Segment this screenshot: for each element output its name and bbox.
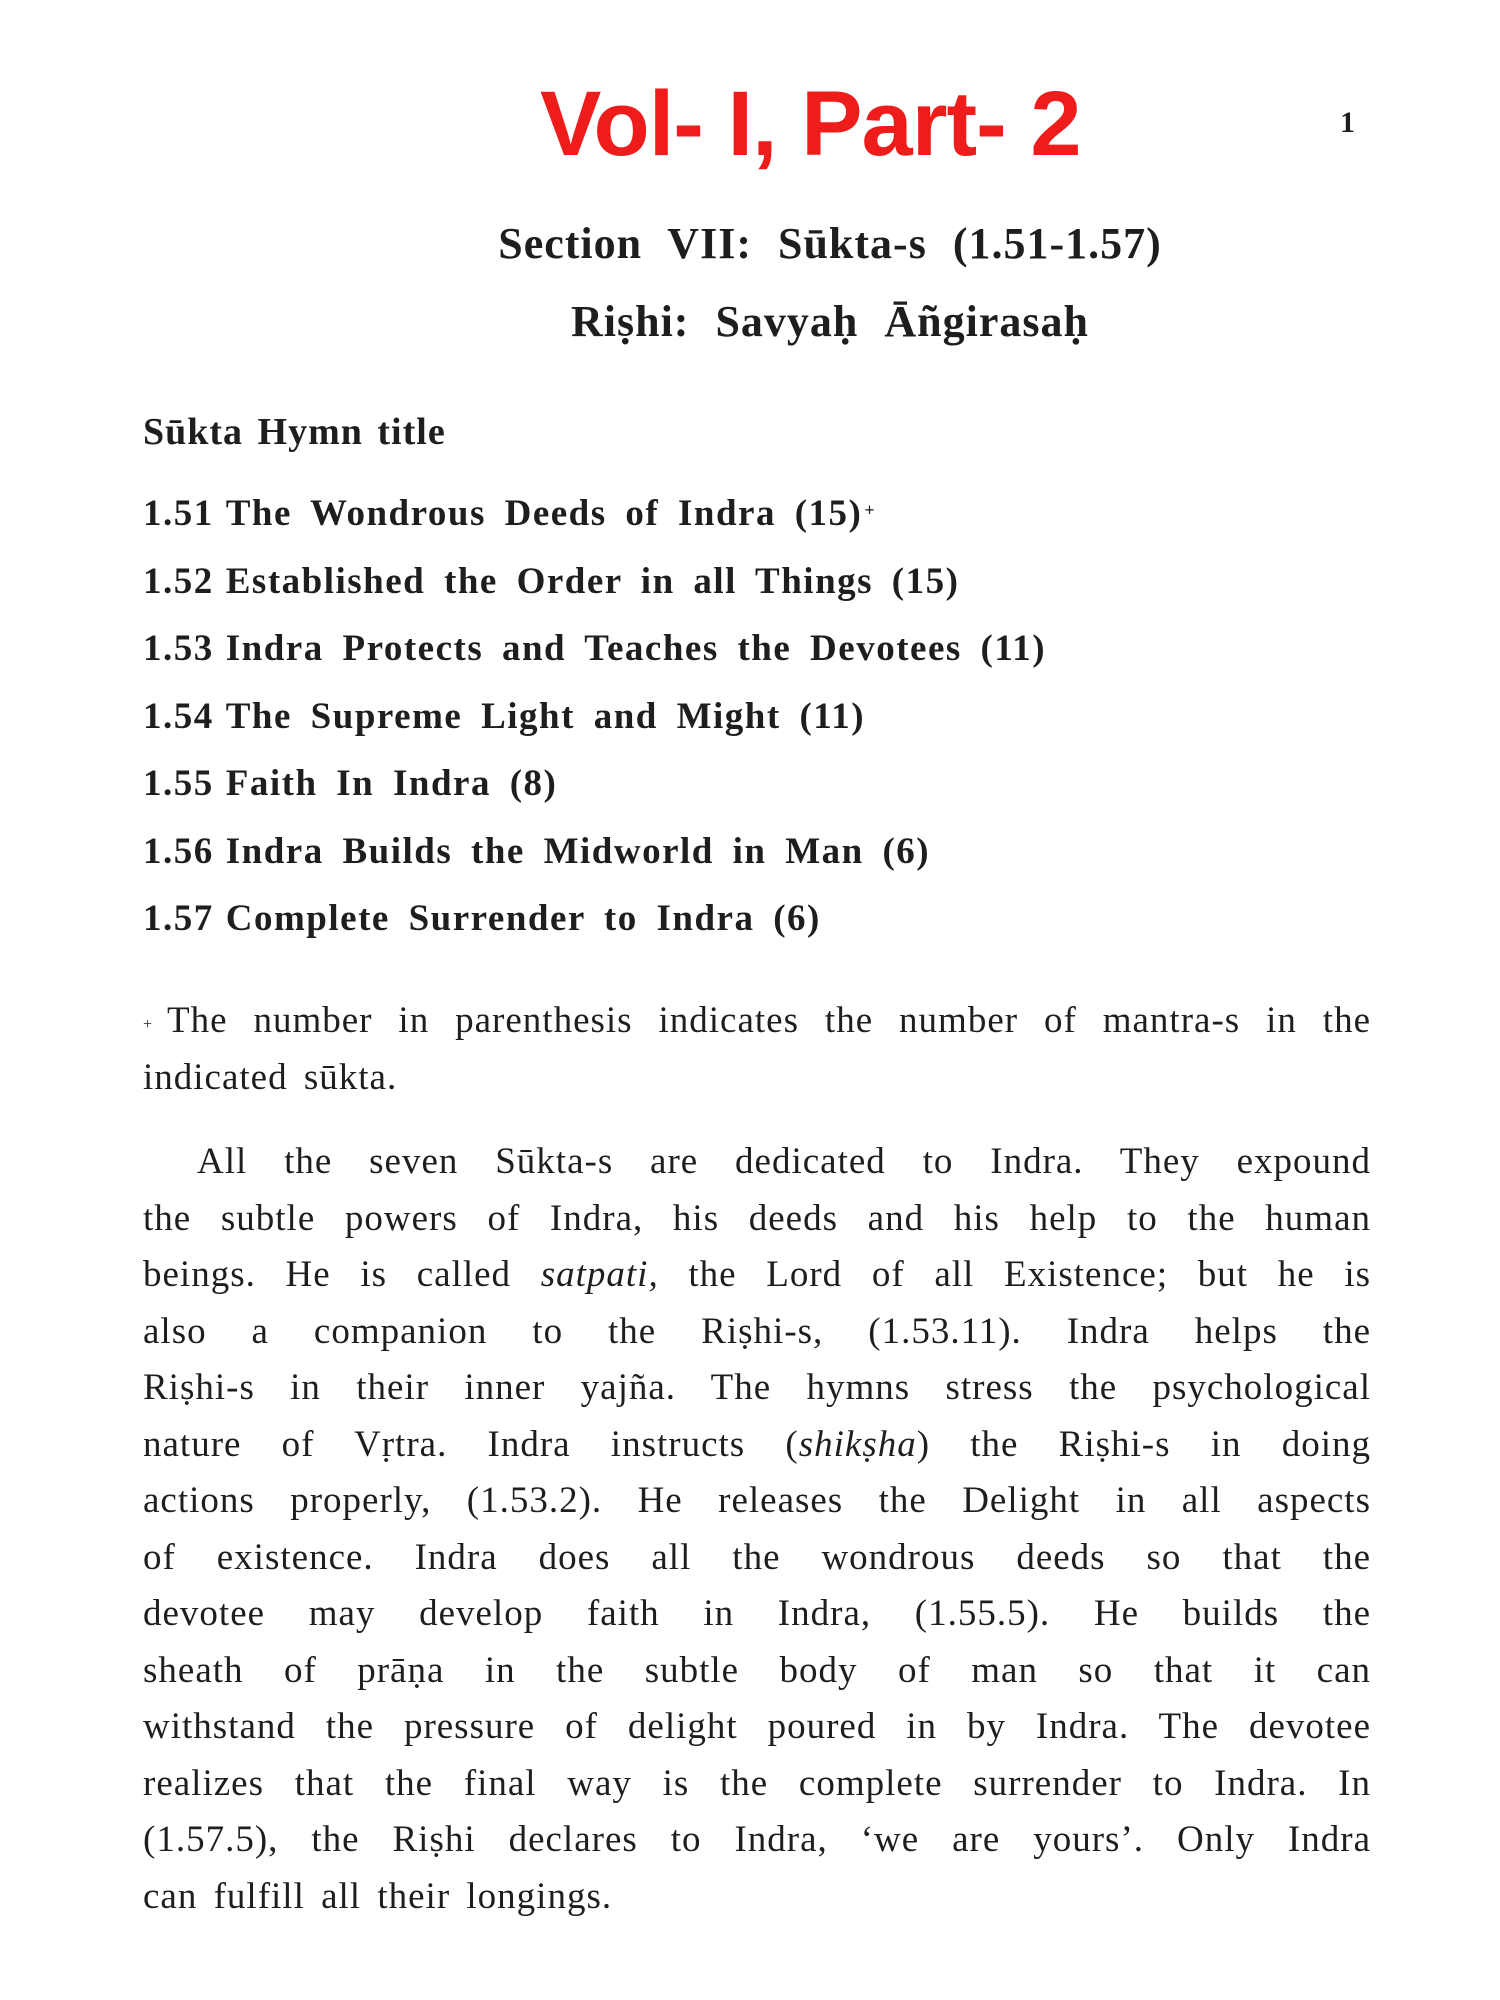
paragraph-text: Riṣhi-s in their inner yajña. The hymns stress the psychological	[143, 1367, 1371, 1408]
paragraph-text: sheath of prāṇa in the subtle body of man so that it can	[143, 1649, 1371, 1691]
sukta-title: Indra Protects and Teaches the Devotees (11)	[225, 628, 1047, 669]
paragraph-line	[143, 1360, 1371, 1417]
sukta-number: 1.54	[143, 695, 214, 737]
paragraph-text: (1.57.5), the Riṣhi declares to Indra, ‘we are yours’. Only Indra	[143, 1819, 1371, 1860]
paragraph-text: withstand the pressure of delight poured in by Indra. The devotee	[143, 1706, 1371, 1747]
sukta-list-item	[143, 558, 1046, 626]
rishi-heading: Riṣhi: Savyaḥ Āñgirasaḥ	[570, 297, 1089, 346]
body-paragraph	[143, 1134, 1371, 1925]
paragraph-line	[143, 1812, 1371, 1869]
paragraph-line	[143, 1134, 1371, 1191]
sukta-list-item	[143, 760, 1046, 828]
paragraph-text: ) the Riṣhi-s in doing	[916, 1423, 1371, 1465]
sukta-number: 1.51	[143, 493, 214, 534]
paragraph-text: devotee may develop faith in Indra, (1.55.5). He builds the	[143, 1593, 1371, 1634]
sukta-list-item	[143, 693, 1046, 761]
paragraph-text: also a companion to the Riṣhi-s, (1.53.11). Indra helps the	[143, 1310, 1371, 1352]
sukta-title: Established the Order in all Things (15)	[225, 560, 960, 602]
sukta-list-item	[143, 828, 1046, 896]
paragraph-text: realizes that the final way is the complete surrender to Indra. In	[143, 1762, 1371, 1804]
section-heading: Section VII: Sūkta-s (1.51-1.57)	[498, 219, 1162, 268]
sukta-number: 1.55	[143, 763, 214, 804]
sukta-number: 1.56	[143, 830, 214, 872]
sukta-title: Indra Builds the Midworld in Man (6)	[225, 830, 931, 872]
paragraph-line	[143, 1304, 1371, 1361]
footnote-mark: +	[143, 1016, 154, 1033]
volume-banner: Vol- I, Part- 2	[540, 73, 1081, 175]
sukta-title: Faith In Indra (8)	[225, 763, 558, 804]
sukta-list-item	[143, 895, 1046, 963]
paragraph-line	[143, 1699, 1371, 1756]
paragraph-line	[143, 1869, 1371, 1926]
sukta-number: 1.52	[143, 560, 214, 602]
paragraph-text: beings. He is called	[143, 1254, 541, 1295]
page-number: 1	[1340, 106, 1355, 139]
sukta-list-item	[143, 625, 1046, 693]
sukta-number: 1.57	[143, 898, 214, 939]
italic-term: shikṣha	[798, 1423, 917, 1465]
footnote-text: The number in parenthesis indicates the number of mantra-s in the indicated sūkta.	[143, 1000, 1371, 1098]
paragraph-line	[143, 1530, 1371, 1587]
paragraph-line	[143, 1191, 1371, 1248]
sukta-list-header: Sūkta Hymn title	[143, 411, 446, 453]
footnote-reference-mark: +	[864, 500, 877, 520]
paragraph-line	[143, 1473, 1371, 1530]
sukta-list	[143, 490, 1046, 963]
paragraph-text: nature of Vṛtra. Indra instructs (	[143, 1423, 799, 1465]
paragraph-line	[143, 1643, 1371, 1700]
footnote	[143, 992, 1371, 1106]
sukta-title: The Supreme Light and Might (11)	[225, 695, 866, 737]
paragraph-text: actions properly, (1.53.2). He releases the Delight in all aspects	[143, 1480, 1371, 1521]
paragraph-text: of existence. Indra does all the wondrous deeds so that the	[143, 1536, 1371, 1578]
paragraph-text: the subtle powers of Indra, his deeds and his help to the human	[143, 1197, 1371, 1239]
paragraph-text: can fulfill all their longings.	[143, 1875, 613, 1917]
sukta-title: Complete Surrender to Indra (6)	[225, 898, 821, 939]
sukta-list-item	[143, 490, 1046, 558]
paragraph-line	[143, 1586, 1371, 1643]
paragraph-line	[143, 1756, 1371, 1813]
paragraph-line	[143, 1247, 1371, 1304]
sukta-number: 1.53	[143, 628, 214, 669]
paragraph-text: All the seven Sūkta-s are dedicated to Indra. They expound	[197, 1141, 1371, 1182]
paragraph-line	[143, 1417, 1371, 1474]
italic-term: satpati,	[540, 1254, 659, 1295]
paragraph-text: the Lord of all Existence; but he is	[658, 1254, 1372, 1295]
sukta-title: The Wondrous Deeds of Indra (15)	[225, 493, 863, 534]
